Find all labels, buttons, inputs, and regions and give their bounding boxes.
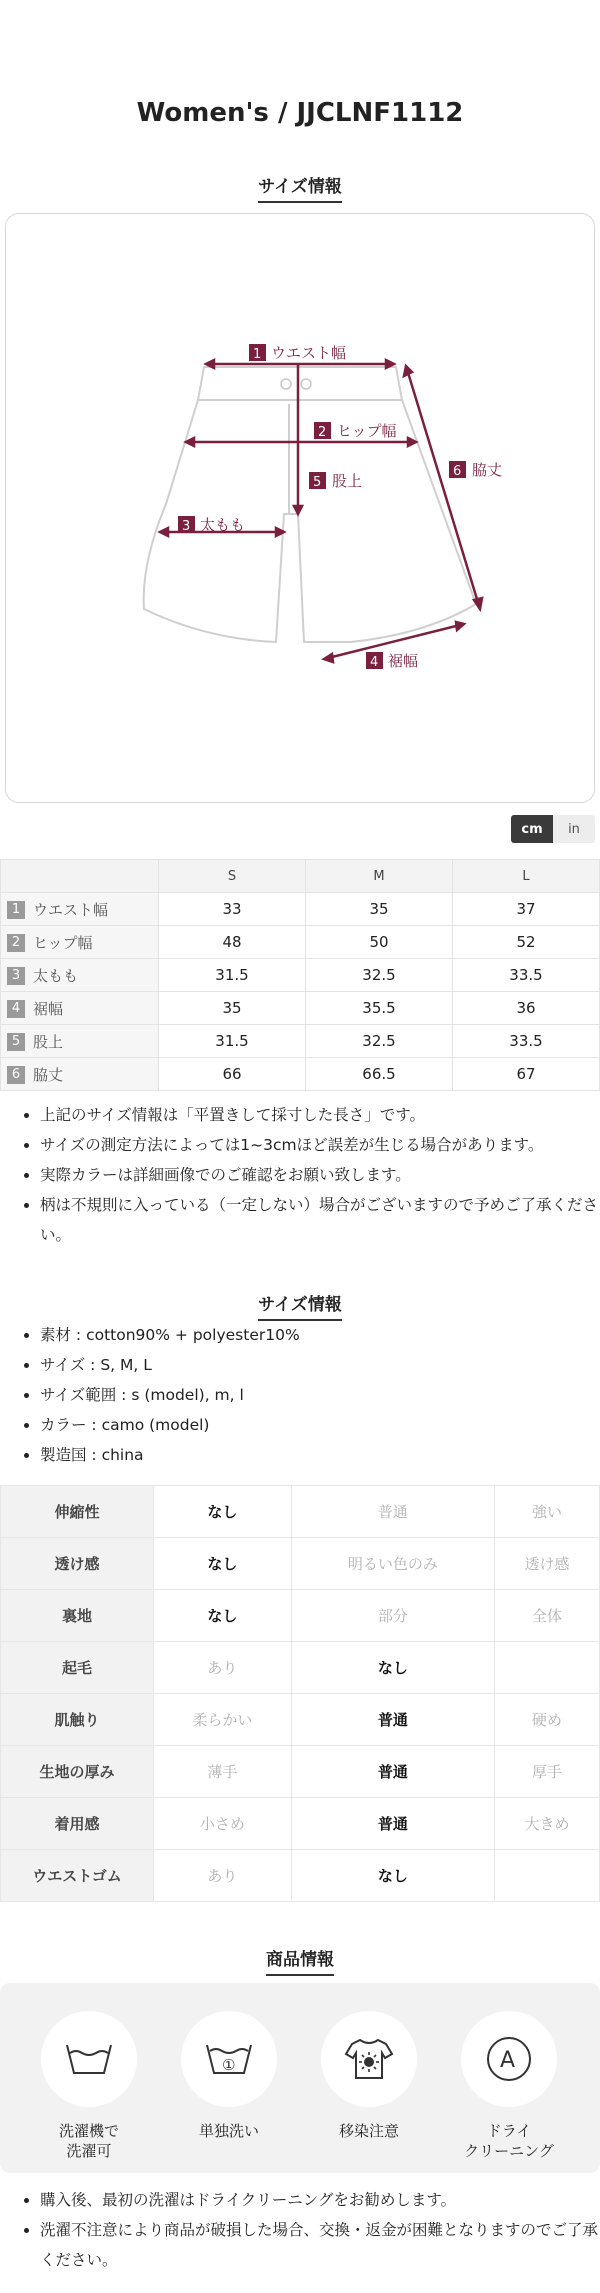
diagram-label-outseam: 脇丈 — [472, 461, 503, 479]
row-label-text: ヒップ幅 — [33, 933, 93, 952]
size-cell: 32.5 — [306, 959, 453, 992]
list-item: • 上記のサイズ情報は「平置きして採寸した長さ」です。 — [40, 1100, 600, 1130]
care-item-dry-clean — [461, 2011, 557, 2161]
size-cell: 31.5 — [159, 1025, 306, 1058]
care-item-machine-wash — [41, 2011, 137, 2161]
fabric-option: 小さめ — [154, 1798, 292, 1850]
row-label-text: ウエスト幅 — [33, 900, 109, 919]
size-cell: 48 — [159, 926, 306, 959]
fabric-row-label: 着用感 — [1, 1798, 154, 1850]
fabric-option: 強い — [495, 1486, 600, 1538]
unit-cm-button[interactable]: cm — [511, 815, 553, 843]
fabric-option: 硬め — [495, 1694, 600, 1746]
care-notes-list — [18, 2185, 600, 2275]
fabric-option: 大きめ — [495, 1798, 600, 1850]
diagram-label-hip: ヒップ幅 — [337, 422, 397, 440]
size-row-label — [1, 893, 159, 926]
fabric-row-label: 生地の厚み — [1, 1746, 154, 1798]
list-item: • カラー : camo (model) — [40, 1410, 600, 1440]
list-item: • 購入後、最初の洗濯はドライクリーニングをお勧めします。 — [40, 2185, 600, 2215]
size-row-label — [1, 1058, 159, 1091]
care-icon-circle — [461, 2011, 557, 2107]
size-cell: 35.5 — [306, 992, 453, 1025]
fabric-option-selected: 普通 — [291, 1798, 494, 1850]
fabric-option — [495, 1642, 600, 1694]
size-row-label — [1, 926, 159, 959]
list-item: • サイズの測定方法によっては1~3cmほど誤差が生じる場合があります。 — [40, 1130, 600, 1160]
size-row-label — [1, 1025, 159, 1058]
row-number: 6 — [7, 1066, 25, 1084]
row-number: 1 — [7, 901, 25, 919]
row-label-text: 脇丈 — [33, 1065, 64, 1084]
dry-clean-icon — [484, 2034, 534, 2084]
product-section-heading — [0, 1945, 600, 1976]
diagram-num-1: 1 — [253, 347, 262, 362]
table-row — [1, 893, 600, 926]
table-row — [1, 959, 600, 992]
fabric-option-selected: 普通 — [291, 1746, 494, 1798]
fabric-option-selected: なし — [291, 1642, 494, 1694]
fabric-option: 柔らかい — [154, 1694, 292, 1746]
product-section-title: 商品情報 — [266, 1945, 334, 1976]
fabric-option: あり — [154, 1850, 292, 1902]
size-cell: 50 — [306, 926, 453, 959]
fabric-row-label: 裏地 — [1, 1590, 154, 1642]
table-row — [1, 1058, 600, 1091]
table-row — [1, 1590, 600, 1642]
care-label: 単独洗い — [198, 2122, 259, 2140]
row-number: 5 — [7, 1033, 25, 1051]
list-item: • 実際カラーは詳細画像でのご確認をお願い致します。 — [40, 1160, 600, 1190]
diagram-num-2: 2 — [318, 425, 327, 440]
table-row — [1, 1486, 600, 1538]
size-section-title: サイズ情報 — [258, 172, 342, 203]
size-cell: 33.5 — [453, 959, 600, 992]
row-number: 2 — [7, 934, 25, 952]
size-cell: 31.5 — [159, 959, 306, 992]
table-row — [1, 1642, 600, 1694]
fabric-option-selected: なし — [154, 1590, 292, 1642]
size-table — [0, 859, 600, 1091]
row-number: 3 — [7, 967, 25, 985]
care-icon-circle — [41, 2011, 137, 2107]
table-row — [1, 992, 600, 1025]
care-panel — [0, 1983, 600, 2173]
care-label: ドライ クリーニング — [464, 2122, 554, 2160]
diagram-num-3: 3 — [182, 519, 191, 534]
fabric-option-selected: なし — [291, 1850, 494, 1902]
size-cell: 66 — [159, 1058, 306, 1091]
dye-transfer-icon — [344, 2036, 394, 2082]
unit-in-button[interactable]: in — [553, 815, 595, 843]
size-row-label — [1, 959, 159, 992]
list-item: • 製造国 : china — [40, 1440, 600, 1470]
table-row — [1, 1798, 600, 1850]
fabric-option: 部分 — [291, 1590, 494, 1642]
diagram-label-rise: 股上 — [332, 472, 363, 490]
size-header-s: S — [159, 860, 306, 893]
table-row — [1, 1746, 600, 1798]
diagram-label-waist: ウエスト幅 — [271, 344, 347, 362]
size-header-l: L — [453, 860, 600, 893]
fabric-option: 全体 — [495, 1590, 600, 1642]
separate-wash-icon — [204, 2039, 254, 2079]
fabric-option: 厚手 — [495, 1746, 600, 1798]
list-item: • サイズ範囲 : s (model), m, l — [40, 1380, 600, 1410]
fabric-table — [0, 1485, 600, 1902]
table-row — [1, 1025, 600, 1058]
row-label-text: 股上 — [33, 1032, 64, 1051]
product-title: Women's / JJCLNF1112 — [136, 98, 464, 128]
size-cell: 36 — [453, 992, 600, 1025]
table-row — [1, 1538, 600, 1590]
size-header-m: M — [306, 860, 453, 893]
list-item: • 柄は不規則に入っている（一定しない）場合がございますので予めご了承ください。 — [40, 1190, 600, 1250]
size-section-heading — [0, 172, 600, 203]
size-cell: 67 — [453, 1058, 600, 1091]
care-label: 移染注意 — [338, 2122, 399, 2140]
diagram-num-6: 6 — [453, 464, 462, 479]
size-cell: 35 — [306, 893, 453, 926]
fabric-option: 明るい色のみ — [291, 1538, 494, 1590]
size-cell: 66.5 — [306, 1058, 453, 1091]
fabric-row-label: ウエストゴム — [1, 1850, 154, 1902]
care-item-dye-transfer — [321, 2011, 417, 2141]
care-label: 洗濯機で 洗濯可 — [58, 2122, 119, 2160]
list-item: • サイズ : S, M, L — [40, 1350, 600, 1380]
size-cell: 35 — [159, 992, 306, 1025]
fabric-option: 薄手 — [154, 1746, 292, 1798]
fabric-row-label: 伸縮性 — [1, 1486, 154, 1538]
size-notes-list — [18, 1100, 600, 1250]
size-cell: 52 — [453, 926, 600, 959]
size-cell: 32.5 — [306, 1025, 453, 1058]
size-cell: 33.5 — [453, 1025, 600, 1058]
size-header-blank — [1, 860, 159, 893]
spec-section-heading — [0, 1290, 600, 1321]
fabric-row-label: 透け感 — [1, 1538, 154, 1590]
fabric-option: あり — [154, 1642, 292, 1694]
size-row-label — [1, 992, 159, 1025]
fabric-option: 透け感 — [495, 1538, 600, 1590]
fabric-option: 普通 — [291, 1486, 494, 1538]
fabric-option-selected: なし — [154, 1538, 292, 1590]
diagram-label-hem: 裾幅 — [388, 652, 419, 670]
shorts-diagram-svg — [6, 214, 594, 802]
table-row — [1, 1850, 600, 1902]
diagram-label-thigh: 太もも — [200, 516, 246, 534]
diagram-num-4: 4 — [370, 655, 379, 670]
row-number: 4 — [7, 1000, 25, 1018]
care-icon-circle — [181, 2011, 277, 2107]
size-diagram — [5, 213, 595, 803]
care-item-separate-wash — [181, 2011, 277, 2141]
list-item: • 洗濯不注意により商品が破損した場合、交換・返金が困難となりますのでご了承ください。 — [40, 2215, 600, 2275]
fabric-option-selected: なし — [154, 1486, 292, 1538]
machine-wash-icon — [64, 2039, 114, 2079]
size-table-header — [1, 860, 600, 893]
spec-list — [18, 1320, 600, 1470]
separate-wash-glyph: ① — [222, 2056, 236, 2074]
diagram-num-5: 5 — [313, 475, 322, 490]
row-label-text: 裾幅 — [33, 999, 64, 1018]
table-row — [1, 926, 600, 959]
dry-clean-glyph: A — [500, 2048, 516, 2073]
fabric-option-selected: 普通 — [291, 1694, 494, 1746]
unit-toggle — [511, 815, 595, 843]
fabric-option — [495, 1850, 600, 1902]
care-icon-circle — [321, 2011, 417, 2107]
row-label-text: 太もも — [33, 966, 79, 985]
list-item: • 素材 : cotton90% + polyester10% — [40, 1320, 600, 1350]
size-cell: 33 — [159, 893, 306, 926]
fabric-row-label: 起毛 — [1, 1642, 154, 1694]
spec-section-title: サイズ情報 — [258, 1290, 342, 1321]
fabric-row-label: 肌触り — [1, 1694, 154, 1746]
table-row — [1, 1694, 600, 1746]
size-cell: 37 — [453, 893, 600, 926]
